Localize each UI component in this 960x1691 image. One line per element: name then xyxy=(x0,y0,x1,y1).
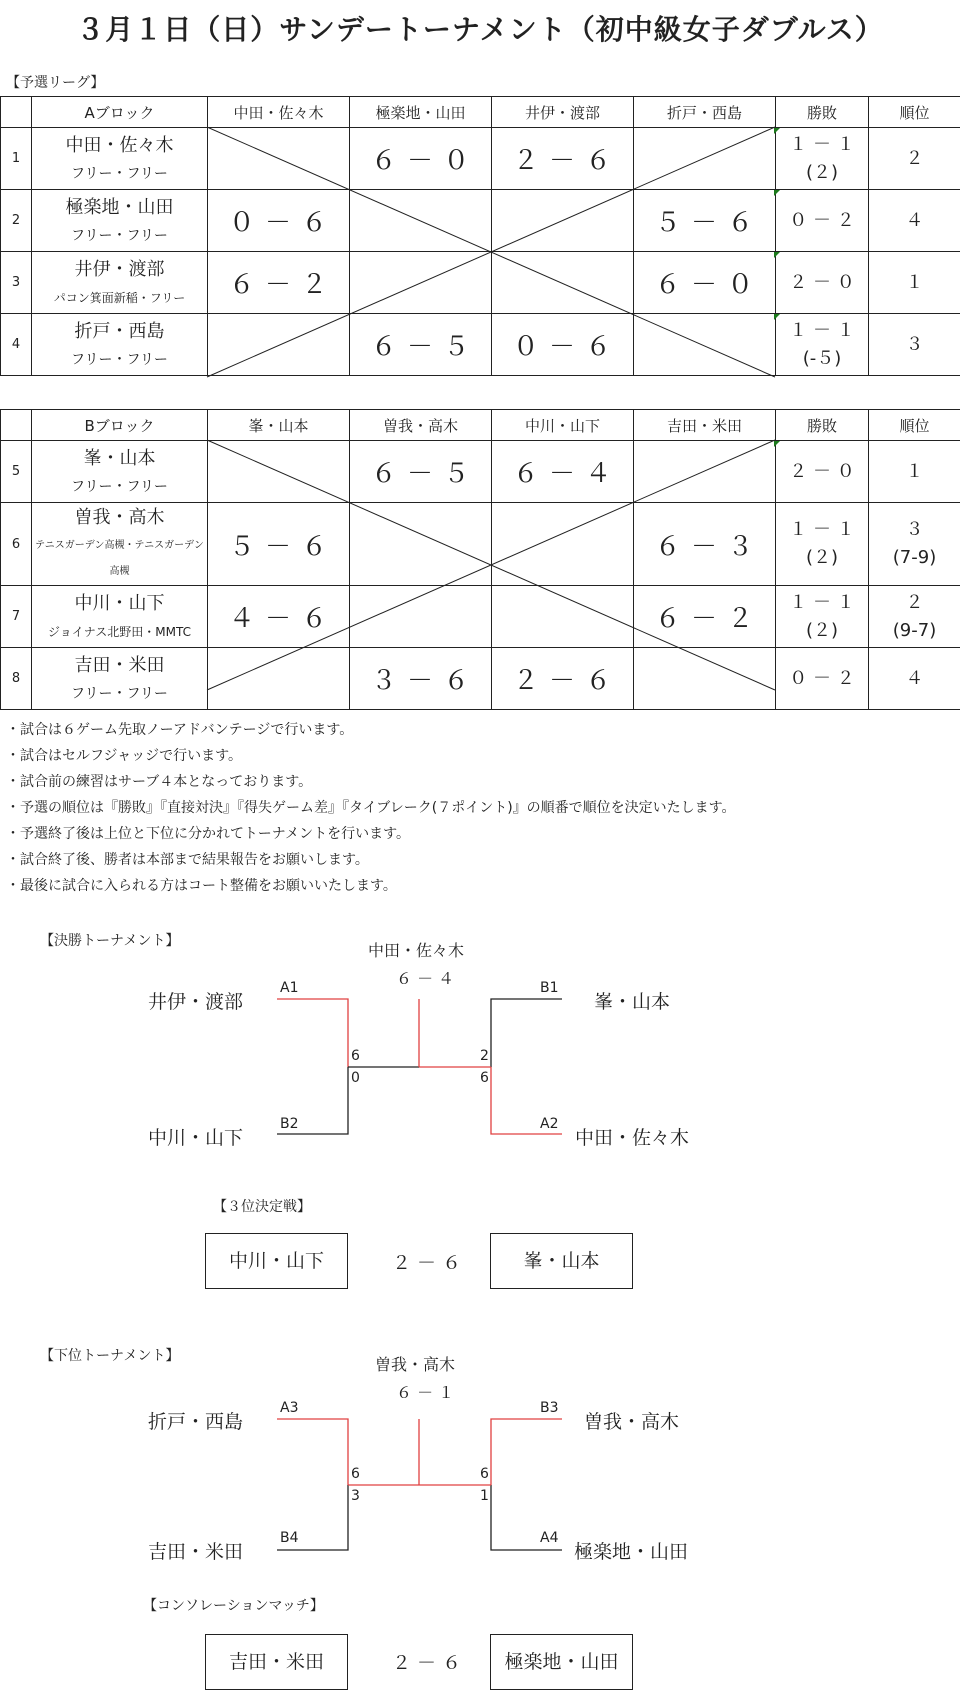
win-loss: ０ － ２ xyxy=(789,209,855,231)
team-name: 吉田・米田 xyxy=(74,654,165,676)
lower-left-bottom-seed: B4 xyxy=(280,1530,299,1546)
third-right-box: 峯・山本 xyxy=(490,1233,633,1289)
lower-left-top-score: 6 xyxy=(351,1466,360,1482)
team-club: フリー・フリー xyxy=(71,478,168,495)
lower-right-top-seed: B3 xyxy=(540,1400,559,1416)
rank: ４ xyxy=(905,209,924,231)
team-name: 中川・山下 xyxy=(74,592,165,614)
lower-champion: 曽我・高木 xyxy=(375,1355,456,1374)
team-club: パコン箕面新稲・フリー xyxy=(53,290,186,305)
header-cell: 順位 xyxy=(869,97,960,128)
lower-right-top-score: 6 xyxy=(480,1466,489,1482)
header-cell: 曽我・高木 xyxy=(350,410,492,441)
rank: ４ xyxy=(905,667,924,689)
lower-left-bottom-score: 3 xyxy=(351,1488,360,1504)
header-cell: 折戸・西島 xyxy=(634,97,776,128)
win-loss: １ － １ xyxy=(789,319,855,341)
third-score: ２ － ６ xyxy=(392,1252,462,1274)
team-name: 極楽地・山田 xyxy=(65,196,174,218)
rank-detail: (7-9) xyxy=(892,547,937,568)
final-score: ６ － ４ xyxy=(396,969,455,988)
score-cell: ６ － ２ xyxy=(208,252,350,314)
rank: ３ xyxy=(905,519,924,540)
lower-line-left-top xyxy=(277,1419,348,1485)
note-item: ・試合前の練習はサーブ４本となっております。 xyxy=(6,774,313,790)
win-loss: ２ － ０ xyxy=(789,460,855,482)
rank: ２ xyxy=(905,591,924,613)
final-left-bottom-name: 中川・山下 xyxy=(148,1127,244,1149)
note-item: ・予選終了後は上位と下位に分かれてトーナメントを行います。 xyxy=(6,826,411,842)
row-number: 8 xyxy=(1,648,32,710)
final-champion: 中田・佐々木 xyxy=(368,941,465,960)
win-loss: ２ － ０ xyxy=(789,271,855,293)
rank: ２ xyxy=(905,147,924,169)
team-club: ジョイナス北野田・MMTC xyxy=(48,624,191,639)
score-cell: ６ － ０ xyxy=(634,252,776,314)
header-cell: 順位 xyxy=(869,410,960,441)
header-cell: 勝敗 xyxy=(776,97,869,128)
win-loss-diff: (２) xyxy=(805,619,839,641)
lower-right-bottom-seed: A4 xyxy=(540,1530,559,1546)
final-right-top-name: 峯・山本 xyxy=(594,991,671,1013)
header-cell: Aブロック xyxy=(32,97,208,128)
rank-detail: (9-7) xyxy=(892,619,937,641)
rank: １ xyxy=(905,460,924,482)
row-number: 1 xyxy=(1,128,32,190)
score-cell: ６ － ２ xyxy=(634,586,776,648)
row-number: 7 xyxy=(1,586,32,648)
note-item: ・試合はセルフジャッジで行います。 xyxy=(6,748,243,764)
win-loss: １ － １ xyxy=(789,591,855,613)
team-club: テニスガーデン高槻・テニスガーデン高槻 xyxy=(35,540,204,577)
lower-line-right-top xyxy=(491,1419,562,1485)
header-cell: 吉田・米田 xyxy=(634,410,776,441)
score-cell: ６ － ４ xyxy=(492,441,634,503)
lower-right-bottom-name: 極楽地・山田 xyxy=(574,1541,689,1563)
note-item: ・試合終了後、勝者は本部まで結果報告をお願いします。 xyxy=(6,852,369,868)
header-cell: Bブロック xyxy=(32,410,208,441)
win-loss-diff: (-５) xyxy=(802,347,842,369)
bracket-line-left-top xyxy=(277,999,348,1067)
third-left-box: 中川・山下 xyxy=(205,1233,348,1289)
final-left-bottom-score: 0 xyxy=(351,1070,360,1086)
final-right-top-score: 2 xyxy=(480,1048,489,1064)
team-club: フリー・フリー xyxy=(71,165,168,182)
row-number: 5 xyxy=(1,441,32,503)
win-loss: ０ － ２ xyxy=(789,667,855,689)
final-right-bottom-name: 中田・佐々木 xyxy=(575,1127,690,1149)
team-name: 井伊・渡部 xyxy=(74,258,165,280)
lower-left-top-seed: A3 xyxy=(280,1400,299,1416)
team-name: 折戸・西島 xyxy=(74,320,165,342)
lower-left-top-name: 折戸・西島 xyxy=(148,1411,244,1433)
team-club: フリー・フリー xyxy=(71,685,168,702)
score-cell: ０ － ６ xyxy=(492,314,634,376)
score-cell: ０ － ６ xyxy=(208,190,350,252)
bracket-line-right-top xyxy=(491,999,562,1067)
header-cell: 井伊・渡部 xyxy=(492,97,634,128)
header-cell: 勝敗 xyxy=(776,410,869,441)
lower-right-top-name: 曽我・高木 xyxy=(584,1411,680,1433)
score-cell: ２ － ６ xyxy=(492,128,634,190)
score-cell: ２ － ６ xyxy=(492,648,634,710)
score-cell: ５ － ６ xyxy=(208,503,350,586)
final-left-top-name: 井伊・渡部 xyxy=(148,991,244,1013)
score-cell: ６ － ５ xyxy=(350,314,492,376)
lower-score: ６ － １ xyxy=(396,1383,455,1402)
bracket-line-left-bottom xyxy=(277,1067,348,1134)
row-number: 6 xyxy=(1,503,32,586)
final-right-bottom-seed: A2 xyxy=(540,1116,559,1132)
consolation-label: 【コンソレーションマッチ】 xyxy=(143,1598,324,1614)
team-name: 曽我・高木 xyxy=(74,507,165,528)
third-place-label: 【３位決定戦】 xyxy=(213,1199,311,1215)
note-item: ・予選の順位は『勝敗』『直接対決』『得失ゲーム差』『タイブレーク(７ポイント)』の順番で順位を決定いたします。 xyxy=(6,800,736,816)
win-loss: １ － １ xyxy=(789,519,855,540)
bracket-line-right-bottom xyxy=(491,1067,562,1134)
rank: ３ xyxy=(905,333,924,355)
note-item: ・最後に試合に入られる方はコート整備をお願いいたします。 xyxy=(6,878,397,894)
consolation-left-box: 吉田・米田 xyxy=(205,1634,348,1690)
team-club: フリー・フリー xyxy=(71,351,168,368)
win-loss-diff: (２) xyxy=(805,161,839,183)
header-cell: 極楽地・山田 xyxy=(350,97,492,128)
preliminary-label: 【予選リーグ】 xyxy=(6,75,105,91)
note-item: ・試合は６ゲーム先取ノーアドバンテージで行います。 xyxy=(6,722,354,738)
lower-left-bottom-name: 吉田・米田 xyxy=(148,1541,244,1563)
consolation-right-box: 極楽地・山田 xyxy=(490,1634,633,1690)
final-left-top-seed: A1 xyxy=(280,980,299,996)
final-left-top-score: 6 xyxy=(351,1048,360,1064)
lower-tournament-label: 【下位トーナメント】 xyxy=(40,1348,180,1364)
header-cell: 峯・山本 xyxy=(208,410,350,441)
win-loss-diff: (２) xyxy=(805,547,839,568)
header-cell: 中川・山下 xyxy=(492,410,634,441)
page-title: ３月１日（日）サンデートーナメント（初中級女子ダブルス） xyxy=(76,13,884,46)
lower-right-bottom-score: 1 xyxy=(480,1488,489,1504)
final-right-top-seed: B1 xyxy=(540,980,559,996)
score-cell: ６ － ５ xyxy=(350,441,492,503)
score-cell: ６ － ０ xyxy=(350,128,492,190)
rank: １ xyxy=(905,271,924,293)
final-left-bottom-seed: B2 xyxy=(280,1116,299,1132)
row-number: 3 xyxy=(1,252,32,314)
win-loss: １ － １ xyxy=(789,133,855,155)
row-number: 4 xyxy=(1,314,32,376)
team-club: フリー・フリー xyxy=(71,227,168,244)
score-cell: ３ － ６ xyxy=(350,648,492,710)
final-tournament-label: 【決勝トーナメント】 xyxy=(40,933,180,949)
final-right-bottom-score: 6 xyxy=(480,1070,489,1086)
score-cell: ６ － ３ xyxy=(634,503,776,586)
score-cell: ４ － ６ xyxy=(208,586,350,648)
consolation-score: ２ － ６ xyxy=(392,1652,462,1674)
row-number: 2 xyxy=(1,190,32,252)
team-name: 中田・佐々木 xyxy=(65,134,174,156)
header-cell: 中田・佐々木 xyxy=(208,97,350,128)
team-name: 峯・山本 xyxy=(83,447,156,469)
score-cell: ５ － ６ xyxy=(634,190,776,252)
